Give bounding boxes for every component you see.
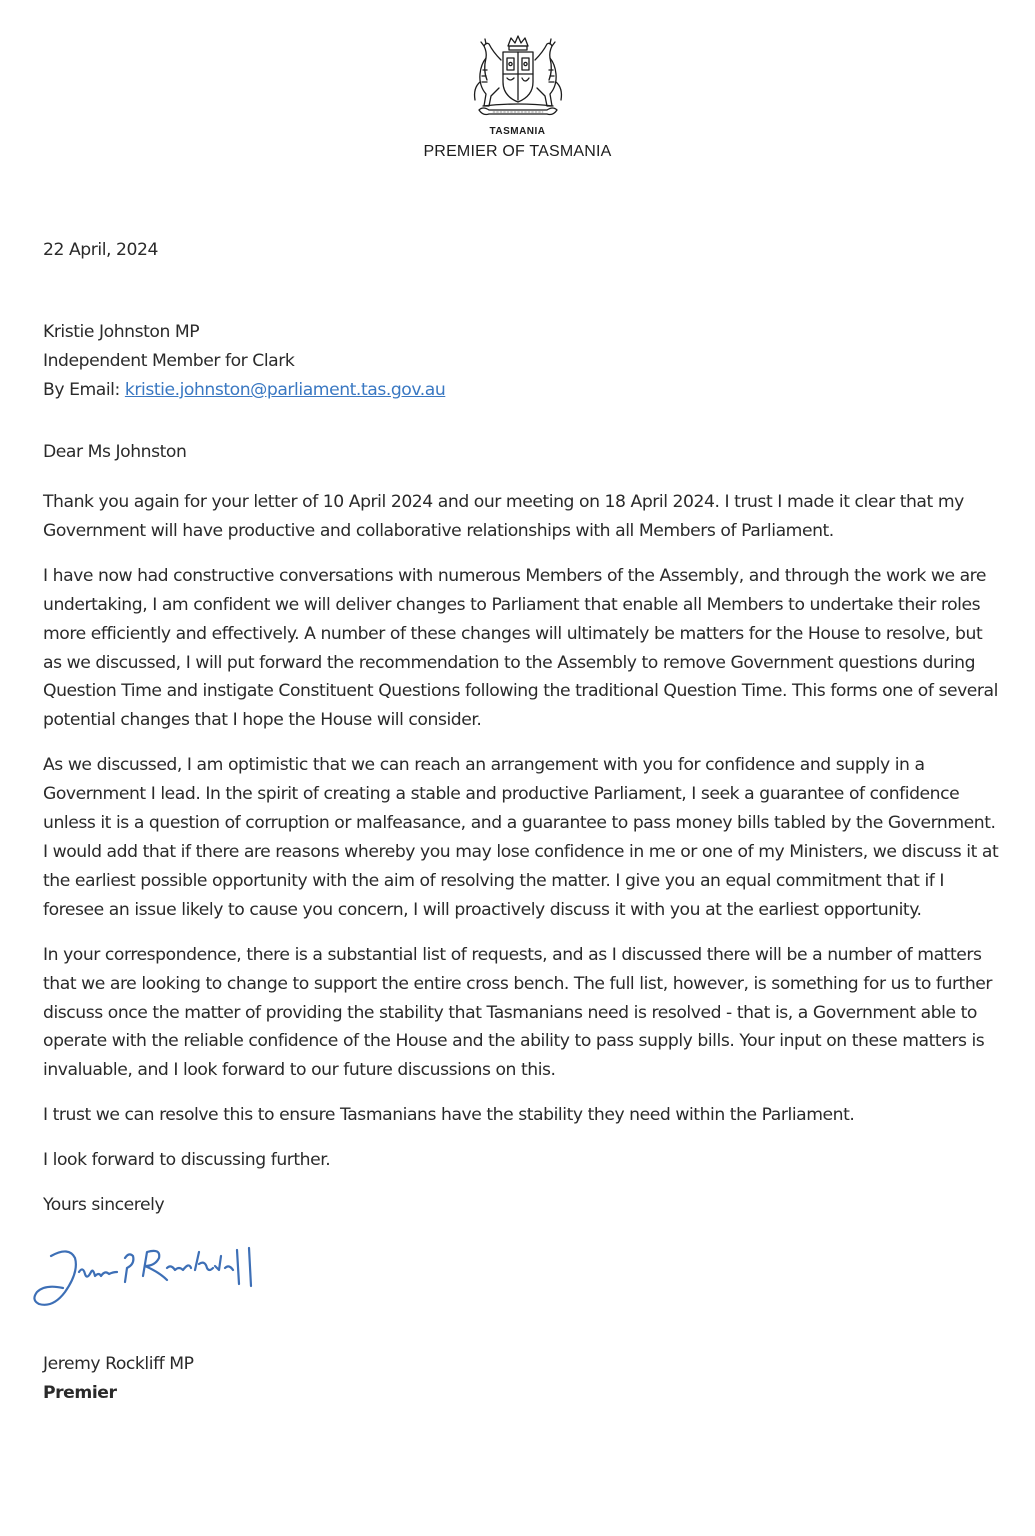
signoff: Yours sincerely (43, 1195, 165, 1216)
recipient-title: Independent Member for Clark (43, 351, 295, 371)
body-paragraph: I have now had constructive conversations with numerous Members of the Assembly, and through the work we are undertaking, I am confident we will deliver changes to Parliament that enable all Members to undertake their roles more efficiently and effectively. A number of these changes will ultimately be matters for the House to resolve, but as we discussed, I will put forward the recommendation to the Assembly to remove Government questions during Question Time and instigate Constituent Questions following the traditional Question Time. This forms one of several potential changes that I hope the House will consider. (43, 565, 998, 731)
recipient-name: Kristie Johnston MP (43, 322, 200, 342)
letterhead (0, 30, 1035, 161)
signer-role: Premier (43, 1383, 117, 1404)
tasmania-coat-of-arms-icon (453, 30, 583, 126)
letter-body (43, 236, 1005, 1408)
closing-line: I look forward to discussing further. (43, 1150, 331, 1171)
body-paragraph: Thank you again for your letter of 10 April 2024 and our meeting on 18 April 2024. I trust I made it clear that my Government will have productive and collaborative relationships with all Members of Parliament. (43, 492, 964, 541)
letter-date: 22 April, 2024 (43, 240, 158, 260)
addressee-block (43, 318, 1005, 405)
signer-name: Jeremy Rockliff MP (43, 1354, 194, 1375)
email-label: By Email: (43, 380, 125, 400)
body-paragraph: As we discussed, I am optimistic that we can reach an arrangement with you for confidence and supply in a Government I lead. In the spirit of creating a stable and productive Parliament, I seek a guarantee of confidence unless it is a question of corruption or malfeasance, and a guarantee to pass money bills tabled by the Government. I would add that if there are reasons whereby you may lose confidence in me or one of my Ministers, we discuss it at the earliest possible opportunity with the aim of resolving the matter. I give you an equal commitment that if I foresee an issue likely to cause you concern, I will proactively discuss it with you at the earliest opportunity. (43, 755, 999, 920)
salutation: Dear Ms Johnston (43, 442, 187, 462)
recipient-email-line (43, 376, 1005, 405)
body-paragraph: I trust we can resolve this to ensure Tasmanians have the stability they need within the Parliament. (43, 1105, 855, 1126)
crest-caption: TASMANIA (489, 126, 546, 137)
office-title: PREMIER OF TASMANIA (423, 143, 612, 160)
handwritten-signature-icon (29, 1242, 279, 1322)
recipient-email-link[interactable]: kristie.johnston@parliament.tas.gov.au (124, 380, 446, 400)
body-paragraph: In your correspondence, there is a substantial list of requests, and as I discussed there will be a number of matters that we are looking to change to support the entire cross bench. The full list, however, is something for us to further discuss once the matter of providing the stability that Tasmanians need is resolved - that is, a Government able to operate with the reliable confidence of the House and the ability to pass supply bills. Your input on these matters is invaluable, and I look forward to our future discussions on this. (43, 944, 993, 1081)
